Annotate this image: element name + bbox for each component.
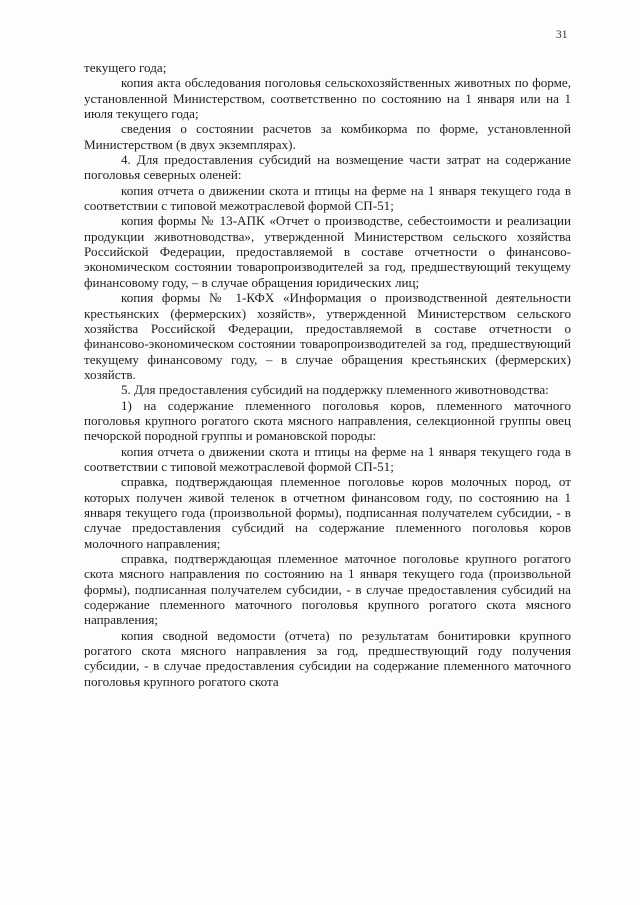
paragraph: справка, подтверждающая племенное поголовье коров молочных пород, от которых получен живой теленок в отчетном финансовом году, по состоянию на 1 января текущего года (произвольной формы), подписанная получателем субсидии, - в случае предоставления субсидий на содержание племенного поголовья коров молочного направления;: [84, 474, 571, 551]
paragraph: справка, подтверждающая племенное маточное поголовье крупного рогатого скота мясного направления по состоянию на 1 января текущего года (произвольной формы), подписанная получателем субсидии, - в случае предоставления субсидий на содержание племенного маточного поголовья крупного рогатого скота мясного направления;: [84, 551, 571, 628]
paragraph: сведения о состоянии расчетов за комбикорма по форме, установленной Министерством (в двух экземплярах).: [84, 121, 571, 152]
page-number: 31: [556, 29, 568, 41]
section-heading-4: 4. Для предоставления субсидий на возмещение части затрат на содержание поголовья северных оленей:: [84, 152, 571, 183]
paragraph: копия акта обследования поголовья сельскохозяйственных животных по форме, установленной Министерством, соответственно по состоянию на 1 января или на 1 июля текущего года;: [84, 75, 571, 122]
paragraph: копия отчета о движении скота и птицы на ферме на 1 января текущего года в соответствии с типовой межотраслевой формой СП-51;: [84, 443, 571, 474]
section-heading-5: 5. Для предоставления субсидий на поддержку племенного животноводства:: [121, 382, 549, 398]
paragraph: копия формы № 13-АПК «Отчет о производстве, себестоимости и реализации продукции животноводства», утвержденной Министерством сельского хозяйства Российской Федерации, предоставляемой в составе отчетности о финансово-экономическом состоянии товаропроизводителей за год, предшествующий текущему финансовому году, – в случае обращения юридических лиц;: [84, 213, 571, 290]
paragraph: копия сводной ведомости (отчета) по результатам бонитировки крупного рогатого скота мясного направления за год, предшествующий году получения субсидии, - в случае предоставления субсидии на содержание племенного маточного поголовья крупного рогатого скота: [84, 627, 571, 689]
document-body: [84, 60, 571, 689]
subsection-heading-1: 1) на содержание племенного поголовья коров, племенного маточного поголовья крупного рогатого скота мясного направления, селекционной группы овец печорской породной группы и романовской породы:: [84, 397, 571, 444]
paragraph: копия отчета о движении скота и птицы на ферме на 1 января текущего года в соответствии с типовой межотраслевой формой СП-51;: [84, 182, 571, 214]
paragraph-continuation: текущего года;: [84, 60, 167, 75]
paragraph: копия формы № 1-КФХ «Информация о производственной деятельности крестьянских (фермерских) хозяйств», утвержденной Министерством сельского хозяйства Российской Федерации, предоставляемой в составе отчетности о финансово-экономическом состоянии товаропроизводителей за год, предшествующий текущему финансовому году, – в случае обращения крестьянских (фермерских) хозяйств.: [84, 290, 571, 382]
